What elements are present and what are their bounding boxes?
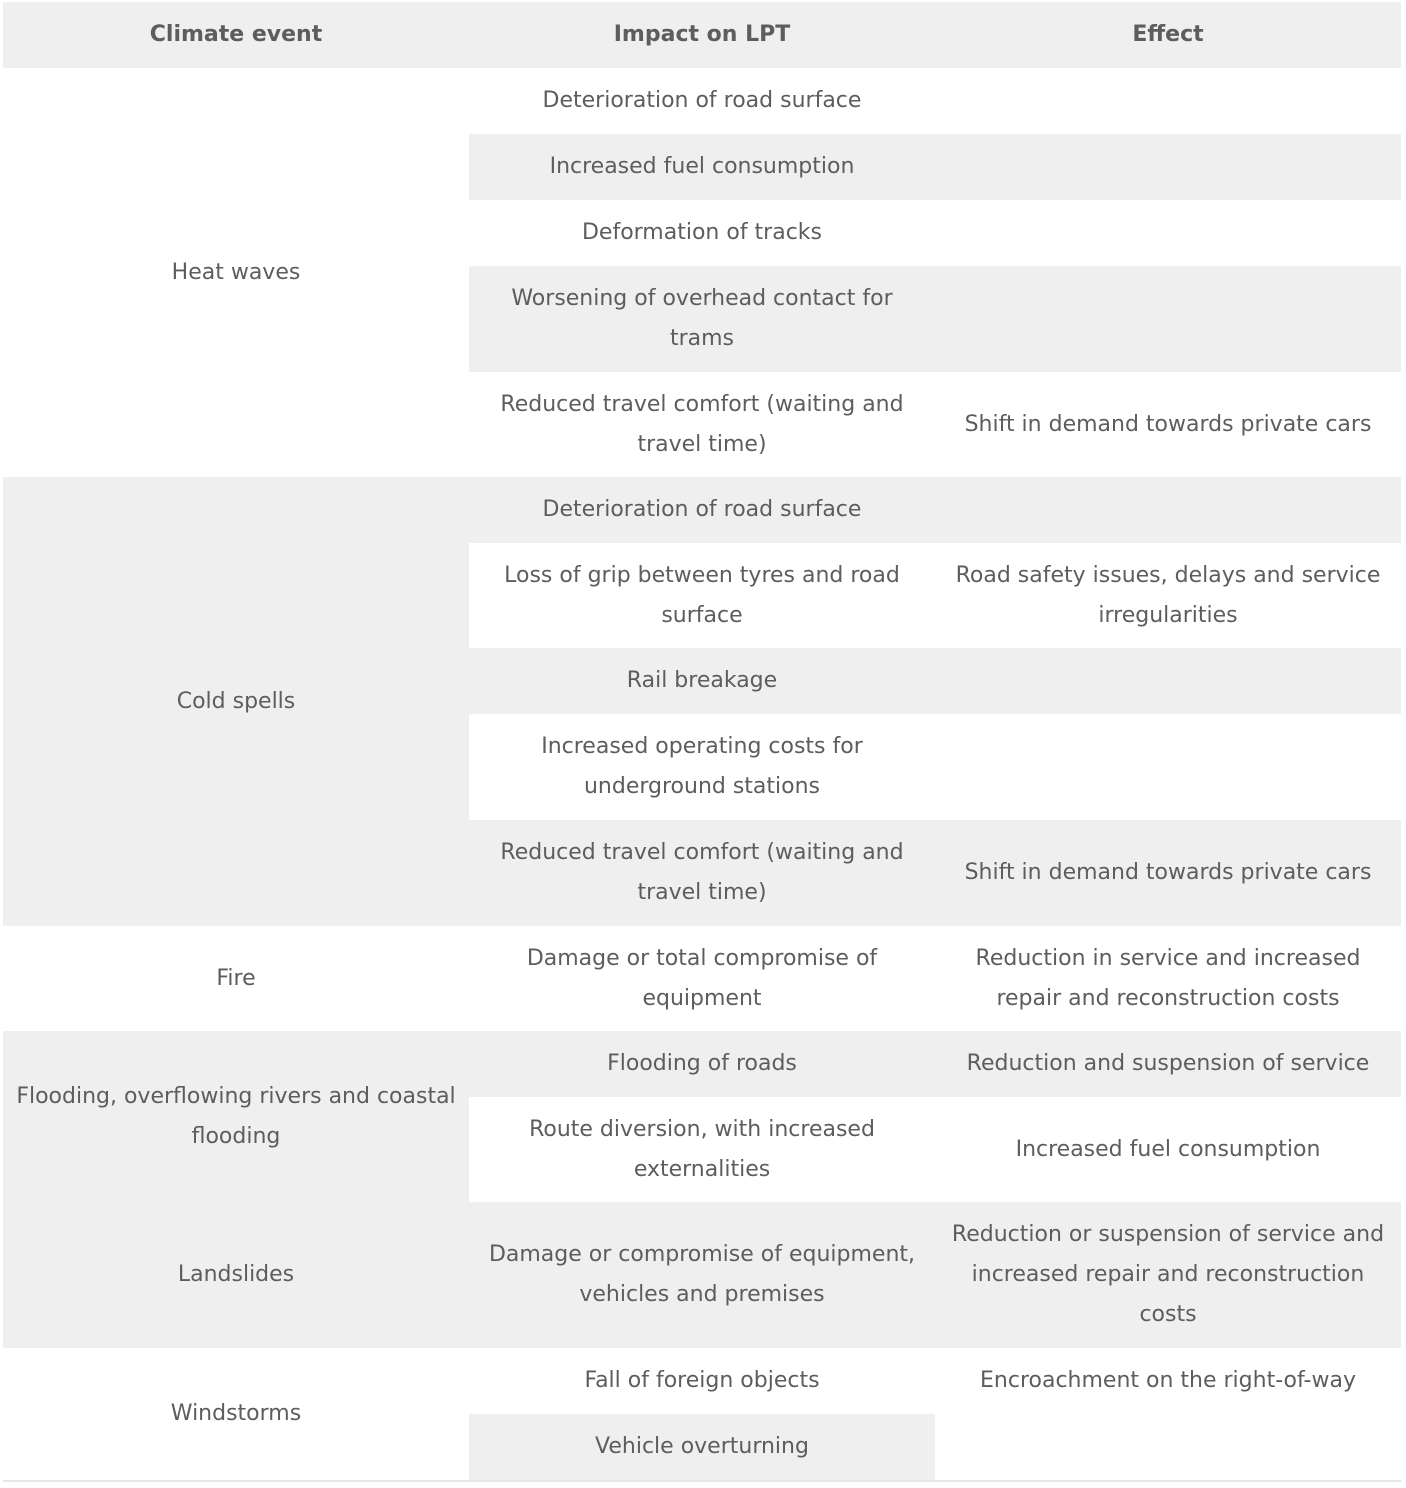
effect-cold-2: Road safety issues, delays and service irregularities — [935, 543, 1401, 648]
effect-cold-3-empty — [935, 648, 1401, 714]
impact-landslides: Damage or compromise of equipment, vehicles and premises — [469, 1202, 935, 1348]
effect-heat-2-empty — [935, 134, 1401, 200]
impact-heat-2: Increased fuel consumption — [469, 134, 935, 200]
effect-wind-2-empty — [935, 1414, 1401, 1480]
table-bottom-rule — [3, 1480, 1401, 1482]
effect-flood-2: Increased fuel consumption — [935, 1097, 1401, 1202]
event-cold-spells: Cold spells — [3, 477, 469, 926]
effect-fire: Reduction in service and increased repair and reconstruction costs — [935, 926, 1401, 1031]
impact-heat-5: Reduced travel comfort (waiting and travel time) — [469, 372, 935, 477]
impact-cold-2: Loss of grip between tyres and road surface — [469, 543, 935, 648]
effect-flood-1: Reduction and suspension of service — [935, 1031, 1401, 1097]
effect-heat-3-empty — [935, 200, 1401, 266]
impact-wind-2: Vehicle overturning — [469, 1414, 935, 1480]
impact-fire: Damage or total compromise of equipment — [469, 926, 935, 1031]
header-impact: Impact on LPT — [469, 2, 935, 68]
impact-cold-3: Rail breakage — [469, 648, 935, 714]
impact-heat-1: Deterioration of road surface — [469, 68, 935, 134]
event-fire: Fire — [3, 926, 469, 1031]
impact-flood-1: Flooding of roads — [469, 1031, 935, 1097]
effect-cold-5: Shift in demand towards private cars — [935, 820, 1401, 926]
effect-wind: Encroachment on the right-of-way — [935, 1348, 1401, 1414]
event-windstorms: Windstorms — [3, 1348, 469, 1480]
effect-landslides: Reduction or suspension of service and increased repair and reconstruction costs — [935, 1202, 1401, 1348]
impact-heat-4: Worsening of overhead contact for trams — [469, 266, 935, 372]
effect-heat-4-empty — [935, 266, 1401, 372]
impact-cold-5: Reduced travel comfort (waiting and travel time) — [469, 820, 935, 926]
effect-heat-5: Shift in demand towards private cars — [935, 372, 1401, 477]
event-heat-waves: Heat waves — [3, 68, 469, 477]
impact-wind-1: Fall of foreign objects — [469, 1348, 935, 1414]
impact-cold-1: Deterioration of road surface — [469, 477, 935, 543]
header-climate-event: Climate event — [3, 2, 469, 68]
impact-heat-3: Deformation of tracks — [469, 200, 935, 266]
event-landslides: Landslides — [3, 1202, 469, 1348]
impact-flood-2: Route diversion, with increased externalities — [469, 1097, 935, 1202]
effect-heat-1-empty — [935, 68, 1401, 134]
header-effect: Effect — [935, 2, 1401, 68]
event-flooding: Flooding, overflowing rivers and coastal flooding — [3, 1031, 469, 1202]
effect-cold-1-empty — [935, 477, 1401, 543]
impact-cold-4: Increased operating costs for underground stations — [469, 714, 935, 820]
effect-cold-4-empty — [935, 714, 1401, 820]
